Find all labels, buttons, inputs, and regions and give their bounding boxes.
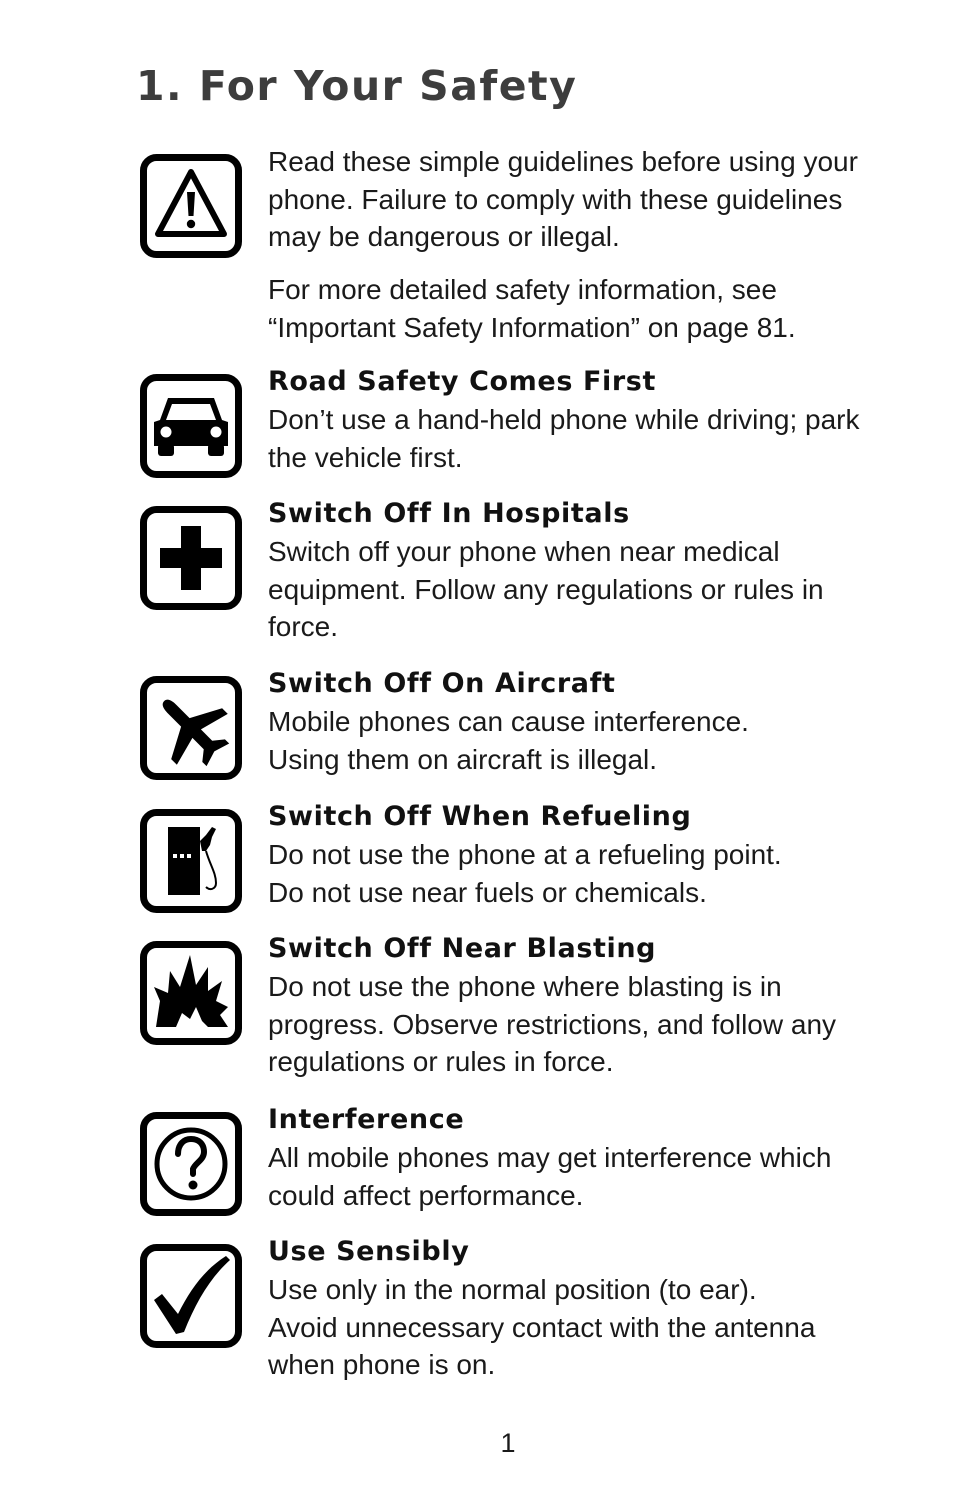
airplane-icon bbox=[140, 676, 242, 780]
intro-line: phone. Failure to comply with these guidelines bbox=[268, 183, 843, 215]
intro-line: Read these simple guidelines before using your bbox=[268, 146, 858, 177]
safety-item-aircraft bbox=[268, 665, 888, 778]
page-title: 1. For Your Safety bbox=[136, 62, 578, 110]
item-heading: Road Safety Comes First bbox=[268, 366, 656, 397]
intro-line: may be dangerous or illegal. bbox=[268, 221, 620, 252]
question-mark-icon bbox=[140, 1112, 242, 1216]
item-line: Avoid unnecessary contact with the antenna bbox=[268, 1311, 816, 1343]
item-line: progress. Observe restrictions, and follow any bbox=[268, 1008, 837, 1040]
safety-item-hospitals bbox=[268, 495, 888, 646]
item-heading: Switch Off When Refueling bbox=[268, 801, 692, 832]
intro-line: “Important Safety Information” on page 81. bbox=[268, 311, 796, 343]
item-line: All mobile phones may get interference which bbox=[268, 1142, 832, 1173]
safety-item-use-sensibly bbox=[268, 1233, 888, 1384]
medical-cross-icon bbox=[140, 506, 242, 610]
intro-more-text bbox=[268, 271, 888, 346]
item-line: could affect performance. bbox=[268, 1179, 584, 1211]
item-line: Mobile phones can cause interference. bbox=[268, 706, 749, 737]
item-line: the vehicle first. bbox=[268, 441, 463, 473]
item-line: Using them on aircraft is illegal. bbox=[268, 743, 658, 775]
page-number: 1 bbox=[500, 1428, 516, 1458]
item-line: Do not use the phone at a refueling point. bbox=[268, 839, 782, 870]
warning-triangle-icon bbox=[140, 154, 242, 258]
item-line: equipment. Follow any regulations or rules in bbox=[268, 573, 824, 605]
intro-text bbox=[268, 143, 888, 256]
item-line: when phone is on. bbox=[268, 1349, 496, 1380]
item-line: Switch off your phone when near medical bbox=[268, 536, 780, 567]
item-heading: Switch Off Near Blasting bbox=[268, 933, 657, 964]
item-line: force. bbox=[268, 611, 339, 642]
item-line: Use only in the normal position (to ear). bbox=[268, 1274, 757, 1305]
item-line: Do not use near fuels or chemicals. bbox=[268, 876, 707, 908]
item-heading: Switch Off In Hospitals bbox=[268, 498, 630, 529]
car-icon bbox=[140, 374, 242, 478]
item-heading: Use Sensibly bbox=[268, 1236, 470, 1267]
safety-item-road bbox=[268, 363, 888, 476]
intro-line: For more detailed safety information, see bbox=[268, 274, 777, 305]
safety-item-refueling bbox=[268, 798, 888, 911]
item-line: Don’t use a hand-held phone while driving; park bbox=[268, 404, 860, 435]
item-heading: Switch Off On Aircraft bbox=[268, 668, 616, 699]
item-line: Do not use the phone where blasting is in bbox=[268, 971, 782, 1002]
item-heading: Interference bbox=[268, 1104, 465, 1135]
fuel-pump-icon bbox=[140, 809, 242, 913]
item-line: regulations or rules in force. bbox=[268, 1046, 614, 1077]
checkmark-icon bbox=[140, 1244, 242, 1348]
safety-item-interference bbox=[268, 1101, 888, 1214]
safety-item-blasting bbox=[268, 930, 888, 1081]
explosion-icon bbox=[140, 941, 242, 1045]
